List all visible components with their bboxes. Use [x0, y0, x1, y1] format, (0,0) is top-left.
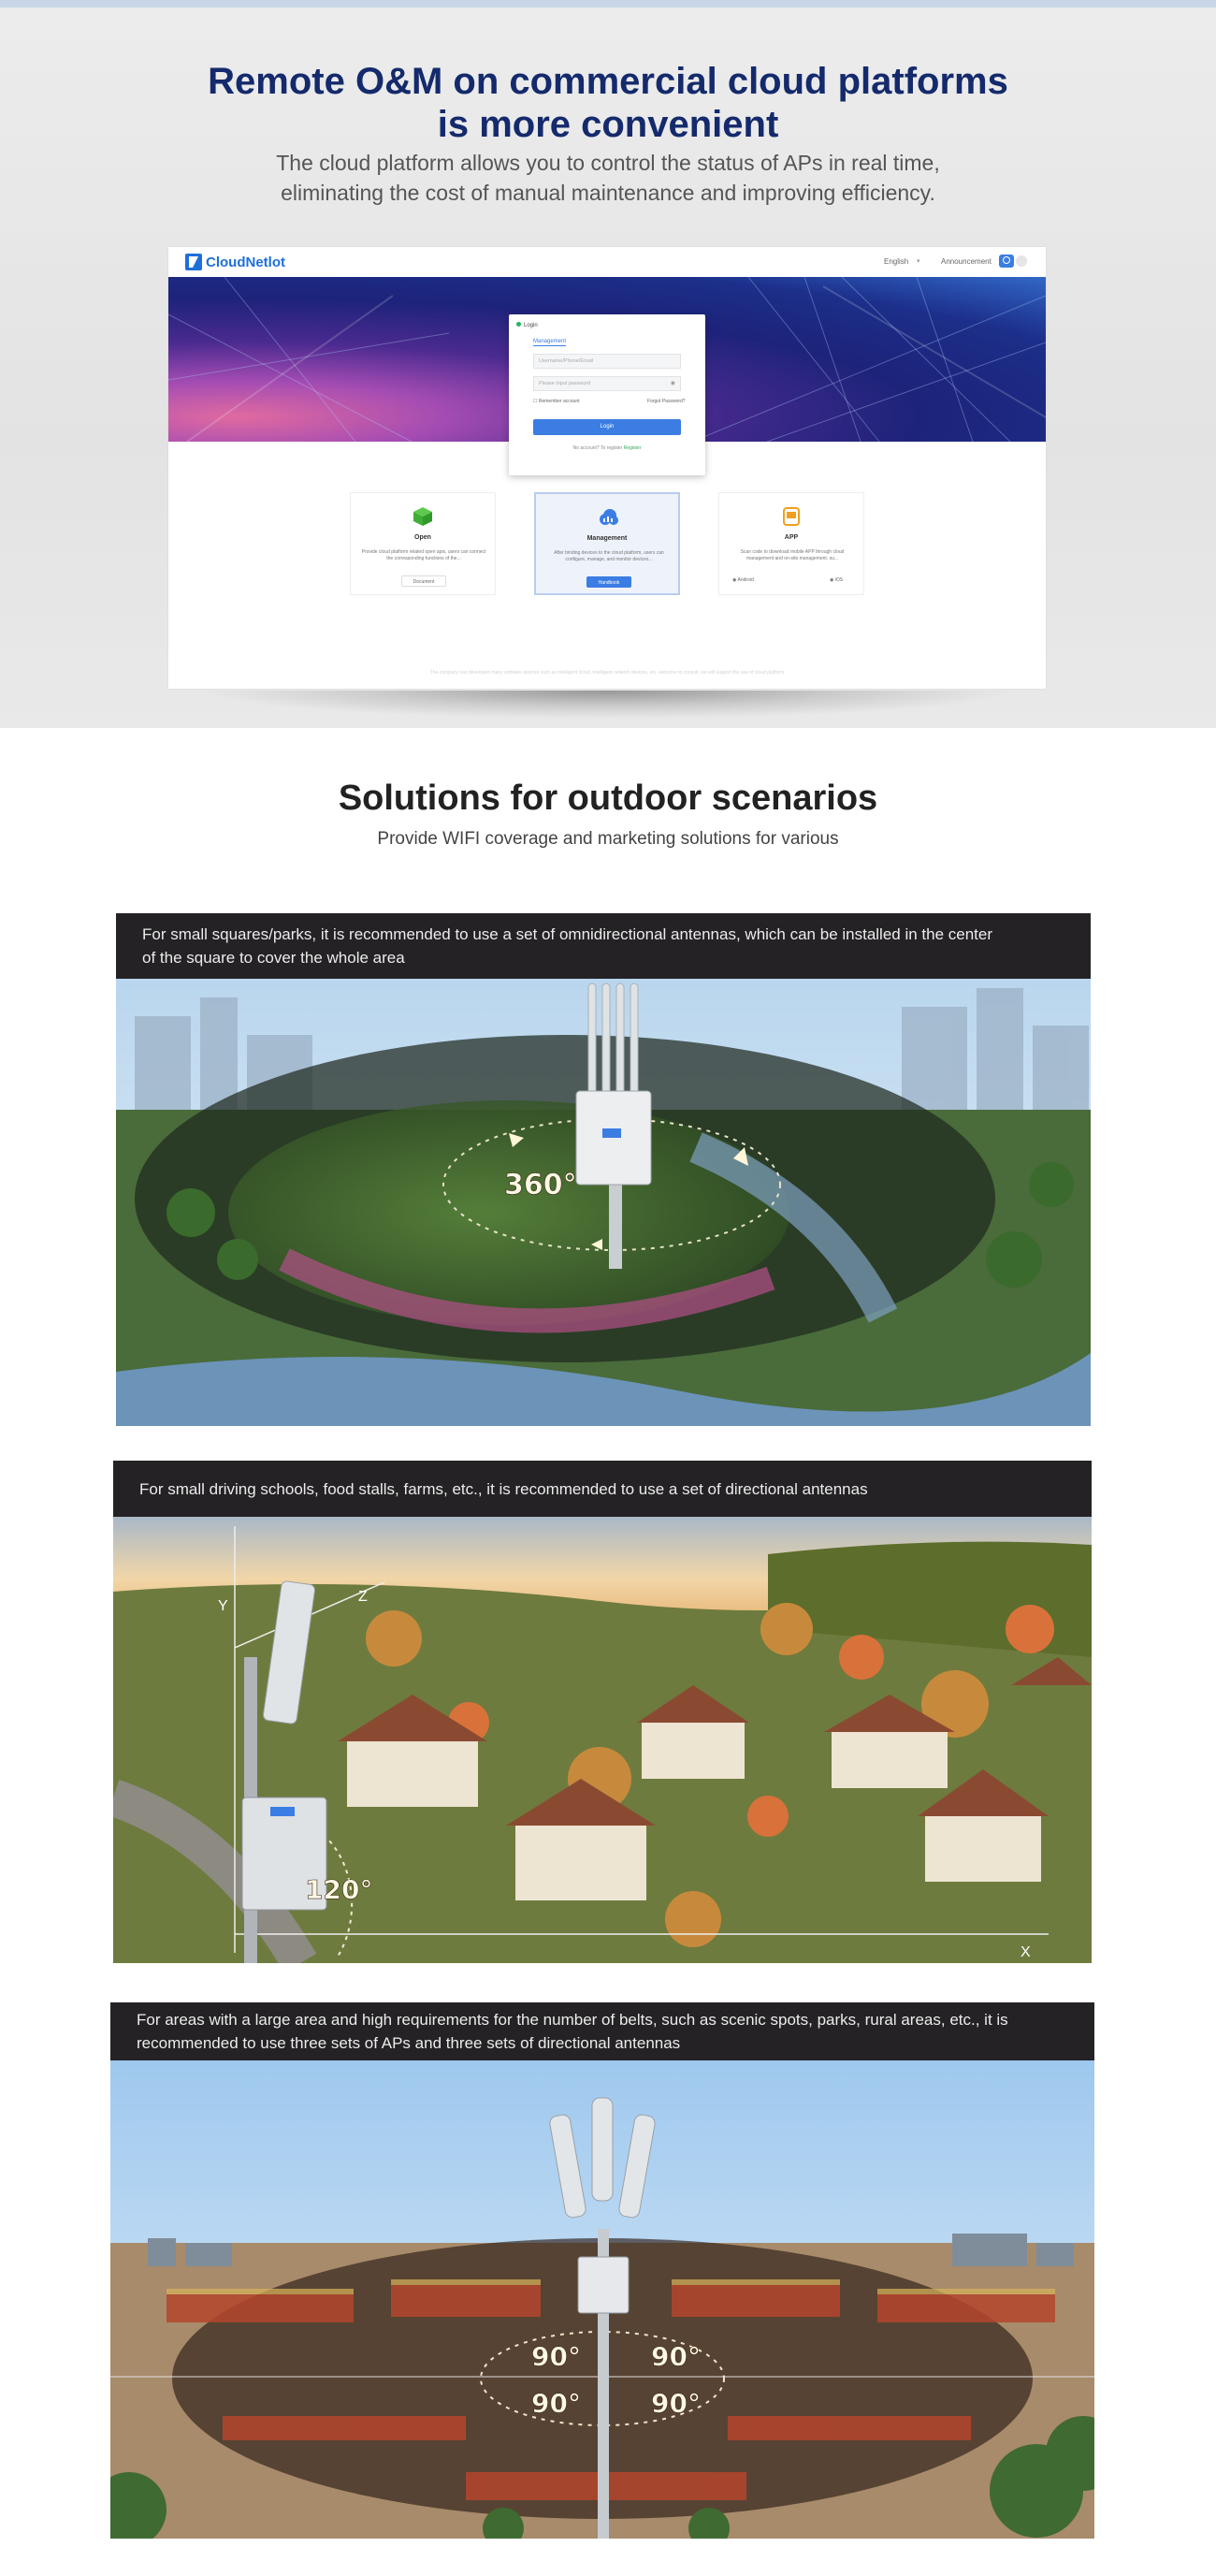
- password-field[interactable]: [533, 376, 681, 391]
- card-title: APP: [784, 534, 799, 541]
- ios-label: iOS: [834, 577, 844, 583]
- register-prompt: [509, 445, 705, 451]
- axis-y-label: Y: [218, 1598, 228, 1614]
- angle-label-bottom-right: 90°: [651, 2388, 701, 2419]
- tab-management[interactable]: Management: [533, 339, 567, 344]
- screenshot-shadow: [196, 691, 1020, 719]
- status-dot-icon: [516, 322, 521, 327]
- username-field[interactable]: [533, 354, 681, 369]
- solutions-title: Solutions for outdoor scenarios: [338, 779, 878, 818]
- feature-card-open[interactable]: [350, 492, 496, 595]
- android-button[interactable]: ◉ Android: [732, 577, 754, 583]
- scenario-caption: [113, 1461, 1092, 1517]
- hero-title-line2: is more convenient: [437, 104, 779, 145]
- palace-scene-image: [110, 2060, 1094, 2539]
- platform-footer: The company has developed many software devices such as intelligent cloud, intelligent network devices, etc. welcome to consult, we will support the use of cloud platform: [429, 670, 785, 676]
- top-strip: [0, 0, 1216, 7]
- park-illustration: [116, 979, 1091, 1426]
- cloud-platform-section: [0, 7, 1216, 728]
- android-label: Android: [737, 577, 754, 583]
- palace-illustration: [110, 2060, 1094, 2539]
- village-illustration: [113, 1517, 1092, 1963]
- scenario-caption: [110, 2002, 1094, 2060]
- search-icon: [1003, 256, 1010, 264]
- scenario-directional: [113, 1461, 1092, 1963]
- username-placeholder: Username/Phone/Email: [539, 358, 594, 364]
- chevron-down-icon: ▾: [917, 258, 920, 265]
- card-description: After binding devices to the cloud platform, users can configure, manage, and monitor devices...: [554, 550, 664, 562]
- hero-title: [0, 60, 1216, 146]
- handbook-button[interactable]: Handbook: [586, 576, 631, 588]
- app-icon: [781, 506, 802, 527]
- register-text: No account? To register: [572, 445, 623, 451]
- hero-title-line1: Remote O&M on commercial cloud platforms: [208, 61, 1008, 102]
- platform-screenshot: [168, 247, 1046, 689]
- login-form: [509, 314, 705, 475]
- hero-subtitle: [187, 148, 1029, 208]
- angle-360-label: 360°: [504, 1169, 577, 1201]
- caption-line2: recommended to use three sets of APs and three sets of directional antennas: [137, 2034, 681, 2052]
- card-description: Provide cloud platform related open apis, users can connect the corresponding functions of the...: [361, 549, 486, 561]
- scenario-caption: [116, 913, 1091, 979]
- cube-icon: [413, 506, 433, 527]
- login-header-text: Login: [524, 323, 538, 328]
- avatar[interactable]: [1016, 255, 1027, 267]
- caption-line2: of the square to cover the whole area: [142, 949, 405, 967]
- angle-120-label: 120°: [305, 1874, 373, 1905]
- hero-subtitle-line1: The cloud platform allows you to control the status of APs in real time,: [276, 151, 940, 175]
- ios-button[interactable]: ◉ iOS: [830, 577, 844, 583]
- logo-mark-icon: [185, 254, 202, 270]
- language-select[interactable]: English: [884, 257, 909, 266]
- cloudnetlot-logo[interactable]: [185, 254, 285, 270]
- password-placeholder: Please input password: [539, 381, 591, 386]
- forgot-password-link[interactable]: Forgot Password?: [647, 399, 686, 404]
- scenario-three-sets: [110, 2002, 1094, 2539]
- login-button[interactable]: Login: [533, 419, 681, 435]
- park-scene-image: [116, 979, 1091, 1426]
- angle-label-bottom-left: 90°: [531, 2388, 581, 2419]
- card-title: Management: [586, 535, 628, 542]
- announcement-link[interactable]: Announcement: [941, 257, 992, 266]
- search-button[interactable]: [999, 255, 1014, 268]
- remember-checkbox[interactable]: ☐ Remember account: [533, 399, 580, 404]
- village-scene-image: [113, 1517, 1092, 1963]
- document-button[interactable]: Document: [401, 575, 446, 587]
- angle-label-top-right: 90°: [651, 2341, 701, 2372]
- axis-z-label: Z: [358, 1589, 368, 1605]
- eye-icon[interactable]: ◉: [670, 381, 675, 386]
- scenario-omnidirectional: [116, 913, 1091, 1426]
- login-header: [516, 322, 538, 328]
- caption-line1: For small squares/parks, it is recommended to use a set of omnidirectional antennas, which can be installed in the center: [142, 925, 993, 943]
- card-title: Open: [414, 534, 431, 541]
- feature-card-management[interactable]: [534, 492, 680, 595]
- caption-line1: For areas with a large area and high requirements for the number of belts, such as scenic spots, parks, rural areas, etc., it is: [137, 2011, 1008, 2029]
- platform-navbar: [168, 247, 1046, 277]
- angle-label-top-left: 90°: [531, 2341, 581, 2372]
- feature-card-app[interactable]: [718, 492, 864, 595]
- caption-line1: For small driving schools, food stalls, farms, etc., it is recommended to use a set of directional antennas: [139, 1479, 868, 1498]
- axis-x-label: X: [1021, 1944, 1031, 1960]
- logo-text: CloudNetlot: [206, 254, 285, 270]
- register-link[interactable]: Register: [623, 445, 642, 451]
- solutions-subtitle: Provide WIFI coverage and marketing solutions for various: [377, 829, 839, 849]
- remember-label: Remember account: [538, 399, 580, 404]
- hero-subtitle-line2: eliminating the cost of manual maintenance and improving efficiency.: [281, 181, 935, 205]
- card-description: Scan code to download mobile APP through cloud management and on-site management, su...: [740, 549, 845, 561]
- cloud-icon: [598, 507, 618, 528]
